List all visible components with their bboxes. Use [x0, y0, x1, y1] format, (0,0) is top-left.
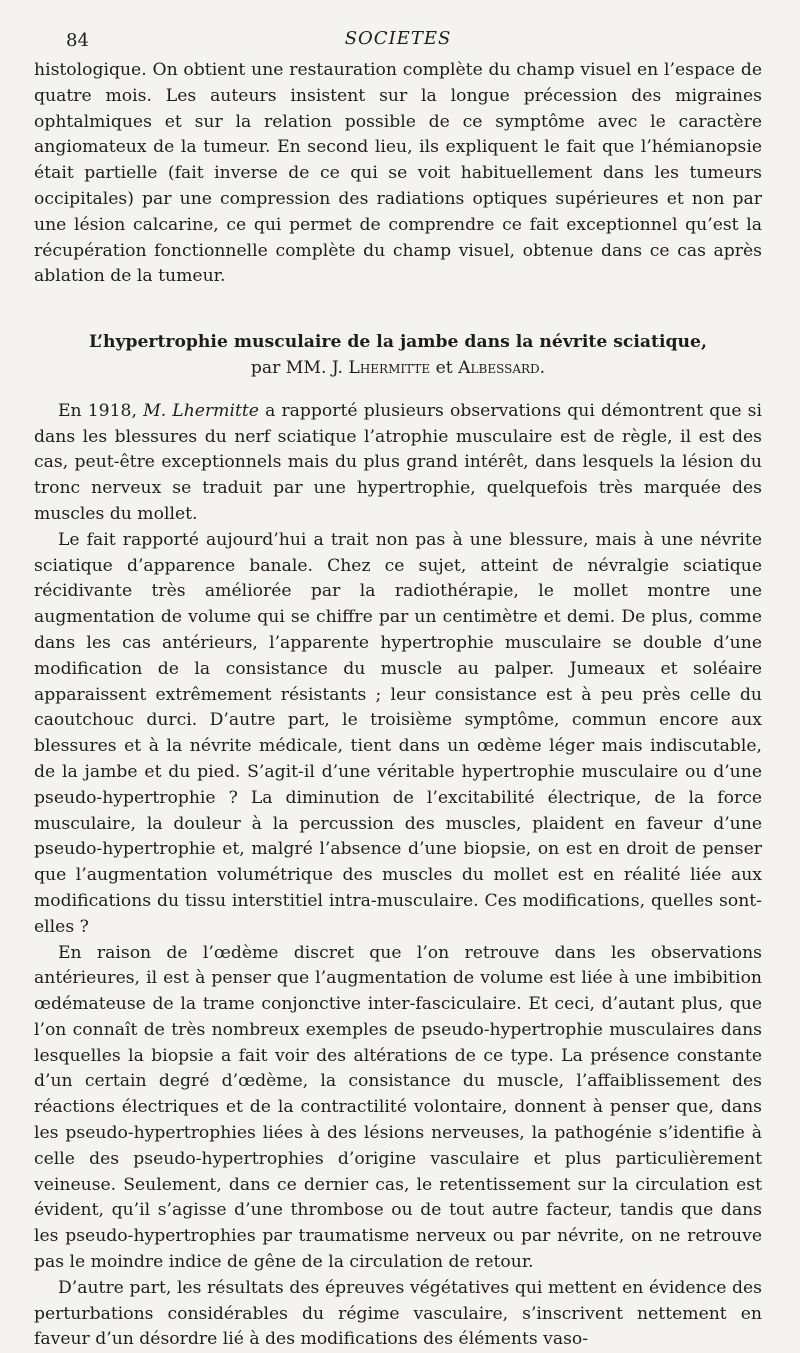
intro-author: M. Lhermitte [143, 400, 259, 421]
section-heading [34, 330, 762, 382]
authors-prefix: par MM. J. [250, 357, 349, 378]
authors-suffix: . [539, 357, 546, 378]
running-head [34, 0, 762, 58]
intro-rest: a rapporté plusieurs observations qui démontrent que si dans les blessures du nerf sciatique l’atrophie musculaire est de règle, il est des cas, peut-être exceptionnels mais du plus grand intérêt, dans lesquels la lésion du tronc nerveux se traduit par une hypertrophie, quelquefois très marquée des muscles du mollet. [34, 400, 762, 524]
page-number: 84 [66, 30, 89, 51]
paragraph-intro [34, 399, 762, 528]
paragraph-histologique: histologique. On obtient une restauration complète du champ visuel en l’espace de quatre mois. Les auteurs insistent sur la longue précession des migraines ophtalmiques et sur la relation possible de ce symptôme avec le caractère angiomateux de la tumeur. En second lieu, ils expliquent le fait que l’hémianopsie était partielle (fait inverse de ce qui se voit habituellement dans les tumeurs occipitales) par une compression des radiations optiques supérieures et non par une lésion calcarine, ce qui permet de comprendre ce fait exceptionnel qu’est la récupération fonctionnelle complète du champ visuel, obtenue dans ce cas après ablation de la tumeur. [34, 60, 762, 287]
paragraph-case-report: Le fait rapporté aujourd’hui a trait non pas à une blessure, mais à une névrite sciatique d’apparence banale. Chez ce sujet, atteint de névralgie sciatique récidivante très améliorée par la radiothérapie, le mollet montre une augmentation de volume qui se chiffre par un centimètre et demi. De plus, comme dans les cas antérieurs, l’apparente hypertrophie musculaire se double d’une modification de la consistance du muscle au palper. Jumeaux et soléaire apparaissent extrêmement résistants ; leur consistance est à peu près celle du caoutchouc durci. D’autre part, le troisième symptôme, commun encore aux blessures et à la névrite médicale, tient dans un œdème léger mais indiscutable, de la jambe et du pied. S’agit-il d’une véritable hypertrophie musculaire ou d’une pseudo-hypertrophie ? La diminution de l’excitabilité électrique, de la force musculaire, la douleur à la percussion des muscles, plaident en faveur d’une pseudo-hypertrophie et, malgré l’absence d’une biopsie, on est en droit de penser que l’augmentation volumétrique des muscles du mollet est en réalité liée aux modifications du tissu interstitiel intra-musculaire. Ces modifications, quelles sont-elles ? [34, 529, 762, 937]
journal-title: SOCIETES [344, 28, 452, 49]
paragraph-oedema: En raison de l’œdème discret que l’on retrouve dans les observations antérieures, il est à penser que l’augmentation de volume est liée à une imbibition œdémateuse de la trame conjonctive inter-fasciculaire. Et ceci, d’autant plus, que l’on connaît de très nombreux exemples de pseudo-hypertrophie musculaires dans lesquelles la biopsie a fait voir des altérations de ce type. La présence constante d’un certain degré d’œdème, la consistance du muscle, l’affaiblissement des réactions électriques et de la contractilité volontaire, donnent à penser que, dans les pseudo-hypertrophies liées à des lésions nerveuses, la pathogénie s’identifie à celle des pseudo-hypertrophies d’origine vasculaire et plus particulièrement veineuse. Seulement, dans ce dernier cas, le retentissement sur la circulation est évident, qu’il s’agisse d’une thrombose ou de tout autre facteur, tandis que dans les pseudo-hypertrophies par traumatisme nerveux ou par névrite, on ne retrouve pas le moindre indice de gêne de la circulation de retour. [34, 942, 762, 1273]
section-title: L’hypertrophie musculaire de la jambe dans la névrite sciatique, [89, 332, 707, 353]
authors-join: et [430, 357, 459, 378]
author-albessard: Albessard [458, 357, 540, 378]
author-lhermitte: Lhermitte [348, 357, 431, 378]
section-authors [34, 356, 762, 382]
intro-lead: En 1918, [58, 400, 144, 421]
paragraph-vegetative-tests: D’autre part, les résultats des épreuves végétatives qui mettent en évidence des perturbations considérables du régime vasculaire, s’inscrivent nettement en faveur d’un désordre lié à des modifications des éléments vaso- [34, 1277, 762, 1350]
